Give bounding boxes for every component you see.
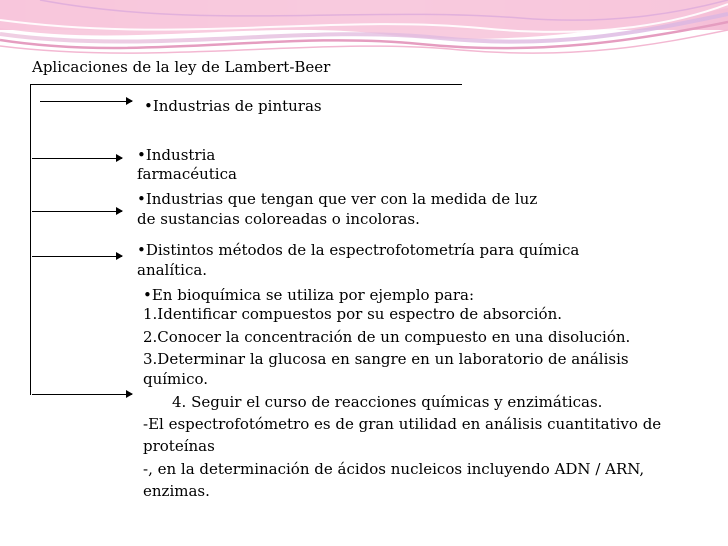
- slide-title: Aplicaciones de la ley de Lambert-Beer: [32, 58, 331, 76]
- bioquimica-line: -El espectrofotómetro es de gran utilidad en análisis cuantitativo de: [143, 415, 662, 433]
- list-item-farmaceutica-cont: farmacéutica: [137, 165, 237, 183]
- bioquimica-line: 4. Seguir el curso de reacciones químicas y enzimáticas.: [172, 393, 603, 411]
- bracket-vertical-line: [30, 84, 31, 395]
- bioquimica-line: enzimas.: [143, 482, 210, 500]
- bioquimica-line: proteínas: [143, 437, 215, 455]
- list-item-medida-luz: •Industrias que tengan que ver con la medida de luz: [137, 190, 538, 208]
- bioquimica-line: 3.Determinar la glucosa en sangre en un laboratorio de análisis: [143, 350, 629, 368]
- title-underline: [30, 84, 462, 85]
- list-item-pinturas: •Industrias de pinturas: [144, 97, 322, 115]
- bioquimica-line: 1.Identificar compuestos por su espectro de absorción.: [143, 305, 563, 323]
- bioquimica-line: -, en la determinación de ácidos nucleicos incluyendo ADN / ARN,: [143, 460, 645, 478]
- list-item-medida-luz-cont: de sustancias coloreadas o incoloras.: [137, 210, 420, 228]
- arrow-right-icon: [32, 256, 122, 257]
- list-item-farmaceutica: •Industria: [137, 146, 216, 164]
- bioquimica-heading: •En bioquímica se utiliza por ejemplo para:: [143, 286, 474, 304]
- bioquimica-line: químico.: [143, 370, 209, 388]
- bioquimica-line: 2.Conocer la concentración de un compuesto en una disolución.: [143, 328, 631, 346]
- arrow-right-icon: [32, 158, 122, 159]
- arrow-right-icon: [32, 211, 122, 212]
- arrow-right-icon: [32, 394, 132, 395]
- list-item-espectrofotometria: •Distintos métodos de la espectrofotometría para química: [137, 241, 580, 259]
- list-item-espectrofotometria-cont: analítica.: [137, 261, 208, 279]
- arrow-right-icon: [40, 101, 132, 102]
